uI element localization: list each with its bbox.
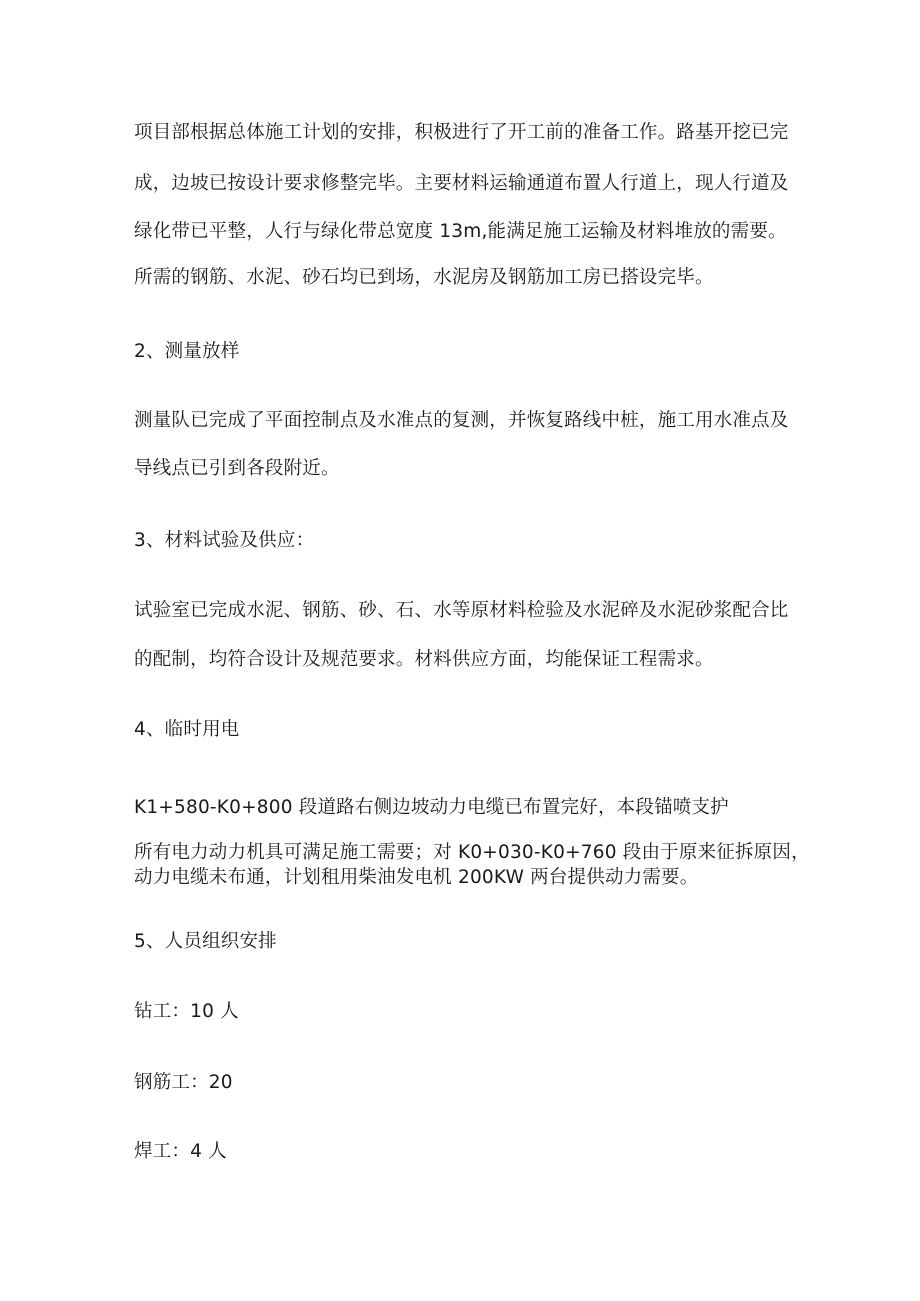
paragraph-line: 的配制，均符合设计及规范要求。材料供应方面，均能保证工程需求。 [134, 649, 714, 670]
paragraph-line: 导线点已引到各段附近。 [134, 458, 340, 479]
list-item: 钢筋工：20 [134, 1072, 233, 1093]
paragraph-line: 所需的钢筋、水泥、砂石均已到场，水泥房及钢筋加工房已搭设完毕。 [134, 267, 714, 288]
section-heading: 3、材料试验及供应： [134, 530, 315, 551]
paragraph-line: 成，边坡已按设计要求修整完毕。主要材料运输通道布置人行道上，现人行道及 [134, 173, 789, 194]
paragraph-line: 动力电缆未布通，计划租用柴油发电机 200KW 两台提供动力需要。 [134, 867, 699, 888]
list-item: 焊工：4 人 [134, 1141, 227, 1162]
section-heading: 5、人员组织安排 [134, 931, 277, 952]
list-item: 钻工：10 人 [134, 1001, 239, 1022]
paragraph-line: 绿化带已平整，人行与绿化带总宽度 13m,能满足施工运输及材料堆放的需要。 [134, 221, 787, 242]
section-heading: 4、临时用电 [134, 719, 240, 740]
paragraph-line: 测量队已完成了平面控制点及水准点的复测，并恢复路线中桩，施工用水准点及 [134, 410, 789, 431]
section-heading: 2、测量放样 [134, 341, 240, 362]
paragraph-line: 试验室已完成水泥、钢筋、砂、石、水等原材料检验及水泥碎及水泥砂浆配合比 [134, 600, 789, 621]
paragraph-line: K1+580-K0+800 段道路右侧边坡动力电缆已布置完好，本段锚喷支护 [134, 797, 729, 818]
paragraph-line: 所有电力动力机具可满足施工需要；对 K0+030-K0+760 段由于原来征拆原因， [134, 842, 810, 863]
paragraph-line: 项目部根据总体施工计划的安排，积极进行了开工前的准备工作。路基开挖已完 [134, 122, 789, 143]
